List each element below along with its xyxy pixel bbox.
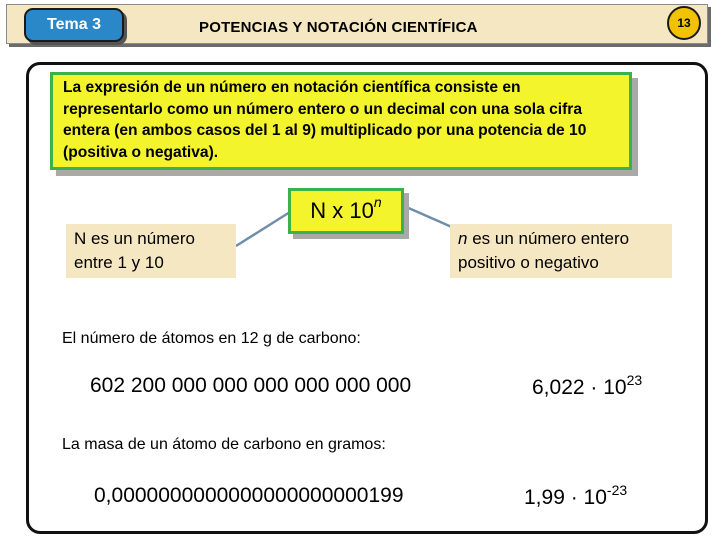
page-number-badge: 13 [667, 6, 701, 40]
note-exponent-text: es un número entero positivo o negativo [458, 229, 630, 272]
formula-box [288, 188, 404, 234]
sci-base: 1,99 · 10 [524, 486, 607, 509]
formula-base: N x 10 [310, 198, 374, 223]
tema-tab[interactable]: Tema 3 [24, 8, 124, 42]
sci-base: 6,022 · 10 [532, 376, 627, 399]
example-number-mass: 0,0000000000000000000000199 [94, 484, 404, 507]
note-n-range: N es un número entre 1 y 10 [66, 224, 236, 278]
sci-exponent: -23 [606, 482, 628, 498]
example-number-atoms: 602 200 000 000 000 000 000 000 [90, 374, 412, 397]
sci-exponent: 23 [626, 372, 643, 388]
note-exponent-var: n [458, 229, 468, 248]
example-sci-atoms [532, 372, 643, 400]
example-caption-atoms: El número de átomos en 12 g de carbono: [62, 330, 361, 347]
example-sci-mass [524, 482, 628, 510]
note-exponent [450, 224, 672, 278]
definition-box: La expresión de un número en notación científica consiste en representarlo como un número entero o un decimal con una sola cifra entera (en ambos casos del 1 al 9) multiplicado por una potencia de 10 (positiva o negativa). [50, 72, 632, 170]
formula-exponent: n [373, 194, 382, 210]
page-title: POTENCIAS Y NOTACIÓN CIENTÍFICA [199, 19, 478, 36]
example-caption-mass: La masa de un átomo de carbono en gramos: [62, 436, 386, 453]
